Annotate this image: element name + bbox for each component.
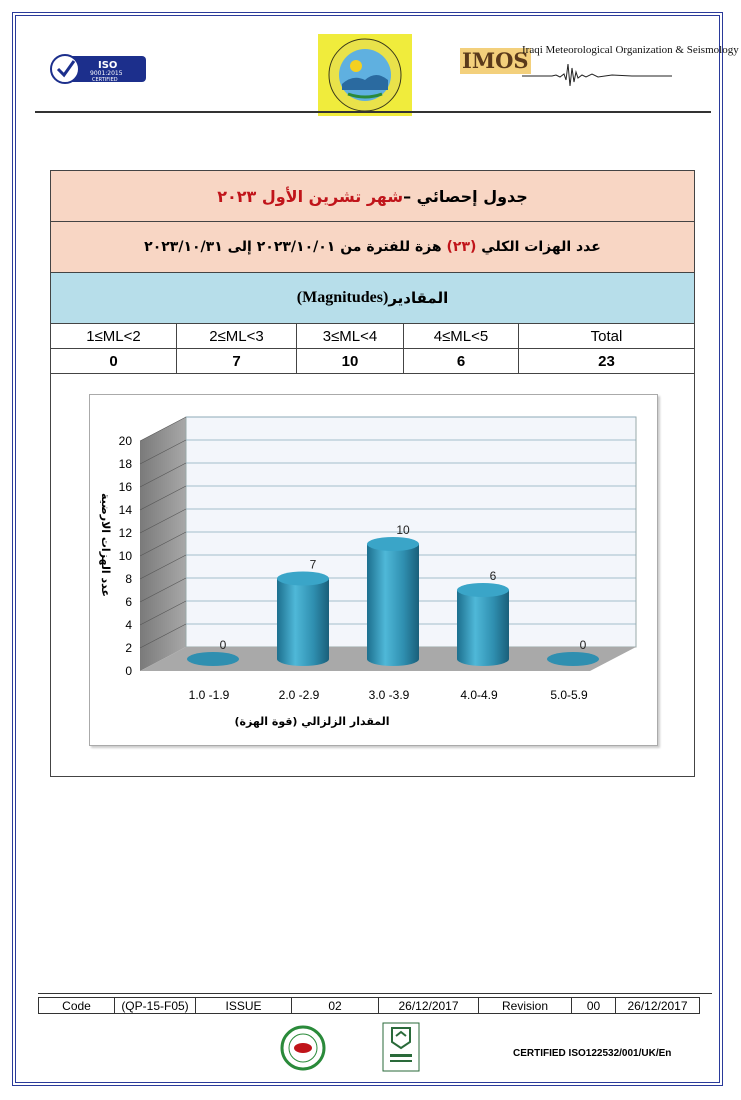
footer-cell: ISSUE	[196, 998, 292, 1013]
column-header: 4≤ML<5	[404, 324, 519, 348]
bar-top	[367, 537, 419, 551]
x-tick-label: 3.0 -3.9	[368, 688, 410, 702]
value-cell: 7	[177, 349, 297, 373]
imos-label: IMOS	[462, 48, 529, 73]
y-tick-label: 2	[125, 641, 132, 655]
x-tick-label: 2.0 -2.9	[278, 688, 320, 702]
x-axis-label: المقدار الزلزالي (قوة الهزة)	[234, 715, 390, 728]
footer-cell: 00	[572, 998, 616, 1013]
statistics-table	[50, 170, 695, 777]
column-header: 1≤ML<2	[51, 324, 177, 348]
y-tick-label: 10	[118, 549, 132, 563]
iso-certified-logo	[50, 52, 148, 86]
footer-cell: Revision	[479, 998, 572, 1013]
y-tick-label: 14	[118, 503, 132, 517]
value-cell: 6	[404, 349, 519, 373]
footer-divider	[38, 993, 712, 994]
chart-area	[51, 374, 694, 776]
document-control-table	[38, 997, 700, 1014]
footer-cell: Code	[39, 998, 115, 1013]
y-tick-label: 8	[125, 572, 132, 586]
iso-badge-line2: 9001:2015	[90, 70, 123, 77]
title-prefix: جدول إحصائي –	[403, 186, 528, 206]
iso-badge-line1: ISO	[98, 60, 118, 71]
footer-cell: 26/12/2017	[379, 998, 479, 1013]
data-label: 0	[219, 638, 227, 652]
footer-cell: (QP-15-F05)	[115, 998, 196, 1013]
y-tick-label: 12	[118, 526, 132, 540]
y-axis-label: عدد الهزات الارضية	[99, 492, 112, 598]
organization-name: Iraqi Meteorological Organization & Seismology	[522, 44, 739, 56]
total-period: هزة للفترة من ٢٠٢٣/١٠/٠١ إلى ٢٠٢٣/١٠/٣١	[144, 239, 442, 255]
y-tick-label: 20	[118, 434, 132, 448]
y-tick-label: 6	[125, 595, 132, 609]
bar	[367, 544, 419, 666]
title-month: شهر تشرين الأول ٢٠٢٣	[217, 186, 404, 206]
column-header: 3≤ML<4	[297, 324, 404, 348]
value-cell: 0	[51, 349, 177, 373]
x-tick-label: 1.0 -1.9	[188, 688, 230, 702]
ukas-accreditation-logo	[382, 1022, 420, 1072]
total-quakes-row	[51, 222, 694, 273]
value-cell: 23	[598, 352, 615, 370]
data-label: 10	[396, 523, 410, 537]
bar	[457, 590, 509, 666]
organization-seal-logo	[318, 34, 412, 116]
y-tick-label: 4	[125, 618, 132, 632]
x-tick-label: 4.0-4.9	[460, 688, 498, 702]
magnitude-values-row	[51, 349, 694, 374]
table-title-row	[51, 171, 694, 222]
bar	[277, 579, 329, 667]
header-divider	[35, 111, 711, 113]
total-count: (٢٣)	[446, 239, 477, 255]
data-label: 0	[579, 638, 587, 652]
total-prefix: عدد الهزات الكلي	[481, 239, 601, 255]
imos-header	[456, 40, 739, 90]
footer-cell: 02	[292, 998, 379, 1013]
magnitudes-english: (Magnitudes)	[296, 289, 389, 306]
iso-badge-line3: CERTIFIED	[92, 77, 118, 83]
y-tick-label: 0	[125, 664, 132, 678]
column-header: 2≤ML<3	[177, 324, 297, 348]
iso-certification-number: CERTIFIED ISO122532/001/UK/En	[513, 1048, 672, 1059]
seismograph-trace-icon	[522, 60, 712, 88]
value-cell: 10	[297, 349, 404, 373]
bar	[187, 652, 239, 666]
certification-seal-logo	[280, 1025, 326, 1071]
bar	[547, 652, 599, 666]
bar-top	[457, 583, 509, 597]
column-header: Total	[590, 327, 623, 345]
magnitude-header-row	[51, 324, 694, 349]
bar-top	[277, 572, 329, 586]
footer-cell: 26/12/2017	[627, 998, 688, 1013]
chart-frame	[89, 394, 658, 746]
magnitudes-row	[51, 273, 694, 324]
data-label: 7	[309, 557, 317, 572]
data-label: 6	[489, 569, 497, 583]
y-tick-label: 16	[118, 480, 132, 494]
magnitude-bar-chart	[90, 395, 657, 745]
magnitudes-arabic: المقادير	[388, 289, 449, 307]
x-tick-label: 5.0-5.9	[550, 688, 588, 702]
y-tick-label: 18	[118, 457, 132, 471]
